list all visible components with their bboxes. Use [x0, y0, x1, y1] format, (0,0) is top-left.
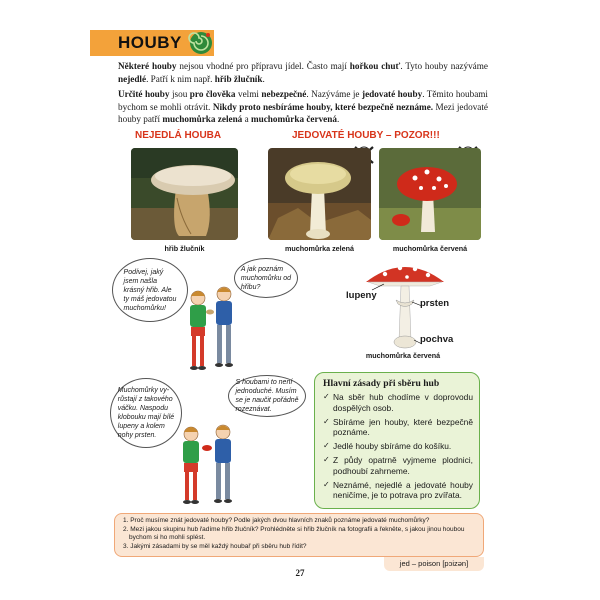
children-illustration-2: [175, 420, 243, 508]
question-1: 1. Proč musíme znát jedovaté houby? Podle jakých dvou hlavních znaků poznáme jedovaté muchomůrky?: [123, 517, 430, 524]
question-2-cont: bychom si ho mohli splést.: [129, 534, 206, 542]
label-prsten: prsten: [420, 298, 450, 309]
rules-box: [314, 372, 480, 509]
caption-muchomurka-zelena: muchomůrka zelená: [284, 244, 355, 253]
children-illustration-1: [180, 282, 242, 374]
vocabulary-note: jed – poison [pɔizən]: [384, 557, 484, 571]
intro-paragraph: Některé houby nejsou vhodné pro přípravu jídel. Často mají hořkou chuť. Tyto houby nazýváme nejedlé. Patří k nim např. hřib žlučník.: [118, 61, 488, 84]
caption-hrib-zlucnik: hřib žlučník: [164, 244, 205, 253]
page-title: HOUBY: [118, 33, 182, 52]
rules-title: Hlavní zásady při sběru hub: [323, 378, 440, 389]
heading-inedible: NEJEDLÁ HOUBA: [135, 130, 222, 141]
caption-diagram: muchomůrka červená: [365, 351, 441, 360]
label-pochva: pochva: [420, 334, 454, 345]
speech-bubble-boy-1: A jak poznám muchomůrku od hřibu?: [234, 258, 298, 298]
speech-bubble-girl-2: S houbami to není jednoduché. Musím se je naučit pořádně rozeznávat.: [228, 375, 306, 417]
rules-list: [323, 392, 473, 501]
rule-item: ✓ Na sběr hub chodíme v doprovodu dospělých osob.: [323, 392, 473, 414]
rule-item: ✓ Jedlé houby sbíráme do košíku.: [323, 441, 473, 452]
page-number: 27: [295, 568, 305, 578]
photo-muchomurka-cervena: [379, 148, 481, 240]
heading-poisonous: JEDOVATÉ HOUBY – POZOR!!!: [292, 130, 440, 141]
photo-muchomurka-zelena: [268, 148, 371, 240]
questions-box: [114, 513, 484, 557]
speech-bubble-boy-2: Muchomůrky vy- růstají z takového váčku. Naspodu klobouku mají bílé lupeny a kolem nohy prsten.: [110, 378, 182, 448]
photo-hrib-zlucnik: [131, 148, 238, 240]
question-2: 2. Mezi jakou skupinu hub řadíme hřib žlučník? Prohlédněte si hřib žlučník na fotografii a řekněte, s jakou jinou houbou: [123, 525, 465, 533]
question-3: 3. Jakými zásadami by se měl každý houbař při sběru hub řídit?: [123, 542, 307, 550]
rule-item: ✓ Z půdy opatrně vyjmeme plodnici, podhoubí zahrneme.: [323, 455, 473, 477]
rule-item: ✓ Sbíráme jen houby, které bezpečně poznáme.: [323, 417, 473, 439]
label-lupeny: lupeny: [346, 290, 377, 301]
speech-bubble-girl-1: Podívej, jaký jsem našla krásný hřib. Ale ty máš jedovatou muchomůrku!: [112, 258, 188, 322]
rule-item: ✓ Neznámé, nejedlé a jedovaté houby neničíme, je to potrava pro zvířata.: [323, 480, 473, 502]
snail-icon: [188, 30, 214, 56]
poison-paragraph: Určité houby jsou pro člověka velmi nebezpečné. Nazýváme je jedovaté houby. Těmito houbami bychom se mohli otrávit. Nikdy proto nesbíráme houby, které bezpečně neznáme. Mezi jedovaté houby patří muchomůrka zelená a muchomůrka červená.: [118, 89, 488, 125]
caption-muchomurka-cervena: muchomůrka červená: [392, 244, 468, 253]
